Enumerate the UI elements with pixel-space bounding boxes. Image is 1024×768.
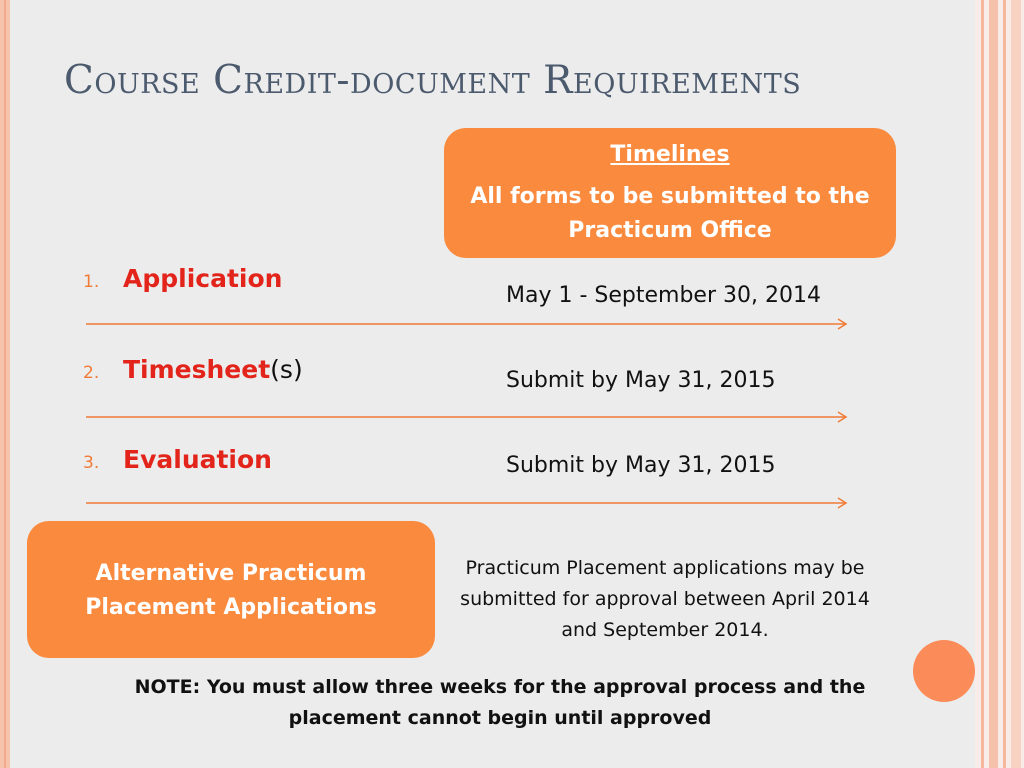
list-number: 3. [83,453,100,473]
alternative-placement-box [27,521,435,658]
list-number: 1. [83,272,100,292]
list-number: 2. [83,363,100,383]
timelines-heading: Timelines [610,142,730,167]
right-decorative-band [975,0,1024,768]
item-date-evaluation: Submit by May 31, 2015 [506,453,776,478]
item-date-application: May 1 - September 30, 2014 [506,283,821,308]
arrow-line-3 [86,497,850,509]
item-name: Timesheet [123,355,271,384]
list-item-timesheet [83,355,303,384]
timelines-subtext: All forms to be submitted to the Practicum Office [470,184,870,243]
timelines-box [444,128,896,258]
item-name: Evaluation [123,445,272,474]
item-date-timesheet: Submit by May 31, 2015 [506,368,776,393]
arrow-line-2 [86,411,850,423]
approval-note: NOTE: You must allow three weeks for the approval process and the placement cannot begin until approved [134,676,866,729]
arrow-line-1 [86,318,850,330]
decorative-circle [913,640,975,702]
list-item-evaluation [83,445,272,474]
placement-description: Practicum Placement applications may be submitted for approval between April 2014 and September 2014. [460,557,870,641]
item-suffix: (s) [270,355,303,384]
left-decorative-stripe [0,0,10,768]
slide-title: Course Credit-document Requirements [64,58,802,103]
list-item-application [83,264,282,293]
alternative-placement-label: Alternative Practicum Placement Applications [85,561,377,620]
item-name: Application [123,264,283,293]
